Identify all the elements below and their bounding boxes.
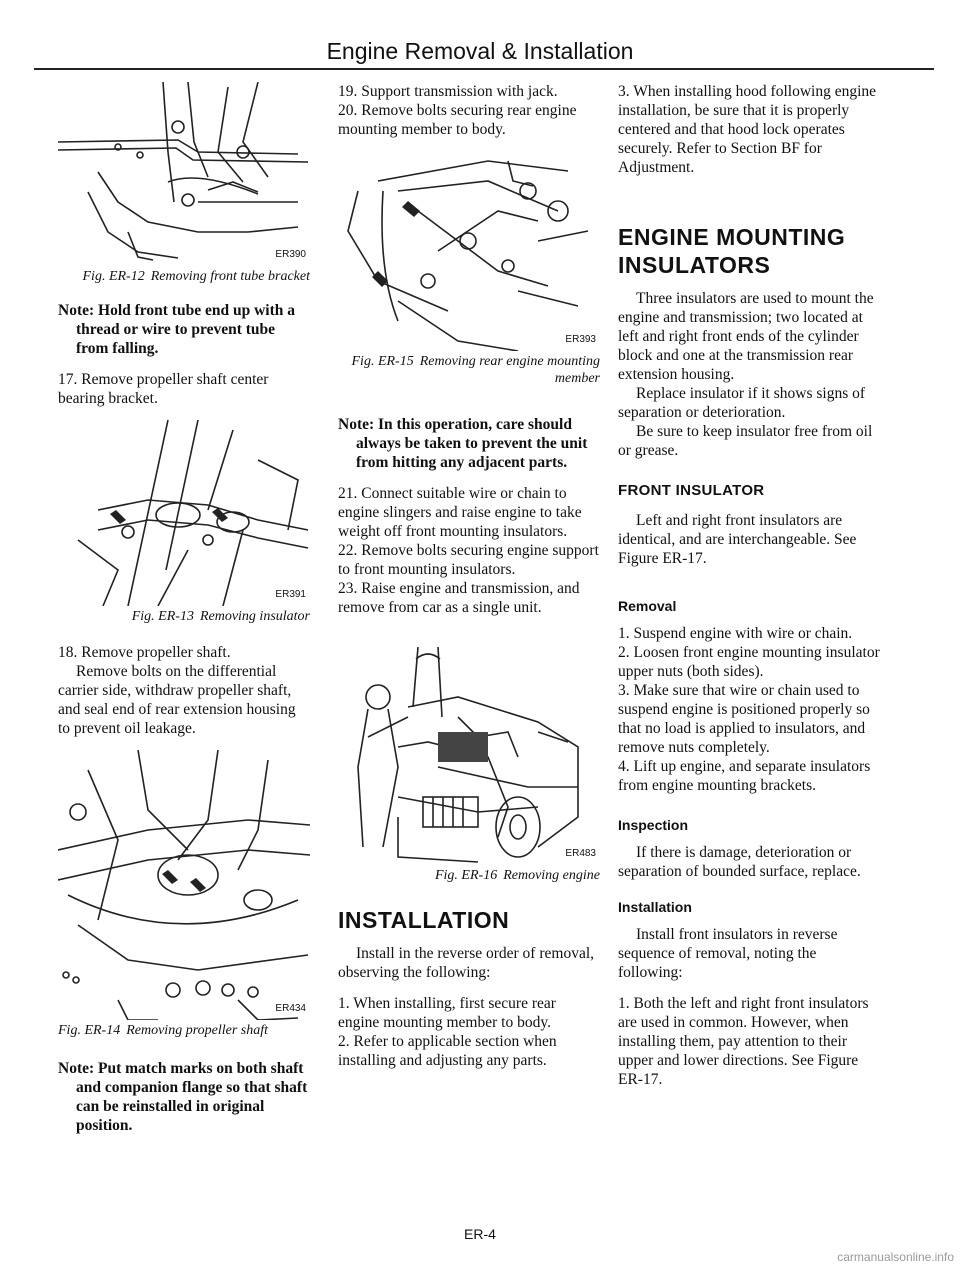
figure-title: Removing propeller shaft bbox=[126, 1023, 269, 1038]
subheading-inspection: Inspection bbox=[618, 817, 689, 833]
header-rule bbox=[34, 68, 934, 70]
figure-caption bbox=[338, 353, 600, 387]
subheading-installation: Installation bbox=[618, 899, 692, 915]
inspection-paragraph: If there is damage, deterioration or separation of bounded surface, replace. bbox=[618, 844, 861, 880]
column-1 bbox=[58, 82, 310, 1147]
figure-er13 bbox=[58, 420, 310, 606]
note-paragraph: Note: Put match marks on both shaft and companion flange so that shaft can be reinstalled in original position. bbox=[58, 1060, 308, 1134]
page-header: Engine Removal & Installation bbox=[326, 38, 634, 64]
install-step-3: 3. When installing hood following engine installation, be sure that it is properly centered and that hood lock operates securely. Refer to Section BF for Adjustment. bbox=[618, 83, 877, 176]
install-step-1: 1. When installing, first secure rear engine mounting member to body. bbox=[338, 995, 556, 1031]
figure-er14 bbox=[58, 750, 310, 1020]
figure-number: Fig. ER-16 bbox=[434, 868, 498, 883]
installation-step-1: 1. Both the left and right front insulators are used in common. However, when installing them, pay attention to their upper and lower directions. See Figure ER-17. bbox=[618, 995, 869, 1088]
installation-paragraph: Install front insulators in reverse sequence of removal, noting the following: bbox=[618, 926, 838, 981]
removal-step-3: 3. Make sure that wire or chain used to suspend engine is positioned properly so that no load is applied to insulators, and remove nuts completely. bbox=[618, 682, 870, 756]
figure-title: Removing rear engine mounting member bbox=[419, 354, 600, 386]
page-number: ER-4 bbox=[464, 1226, 496, 1242]
step-17: 17. Remove propeller shaft center bearing bracket. bbox=[58, 371, 269, 407]
mounting-paragraph-2: Replace insulator if it shows signs of separation or deterioration. bbox=[618, 385, 866, 421]
figure-caption bbox=[58, 268, 310, 285]
figure-title: Removing insulator bbox=[199, 609, 310, 624]
section-heading-engine-mounting-insulators: ENGINE MOUNTING INSULATORS bbox=[618, 224, 846, 278]
figure-code: ER434 bbox=[275, 1003, 306, 1014]
step-19: 19. Support transmission with jack. bbox=[338, 83, 558, 100]
figure-caption bbox=[58, 1022, 310, 1039]
figure-code: ER483 bbox=[565, 848, 596, 859]
removal-step-1: 1. Suspend engine with wire or chain. bbox=[618, 625, 853, 642]
mounting-paragraph-1: Three insulators are used to mount the engine and transmission; two located at left and right front ends of the cylinder block and one at the transmission rear extension housing. bbox=[618, 290, 874, 383]
figure-number: Fig. ER-13 bbox=[131, 609, 194, 624]
figure-caption bbox=[338, 867, 600, 884]
figure-er15 bbox=[338, 151, 600, 351]
removal-step-2: 2. Loosen front engine mounting insulator upper nuts (both sides). bbox=[618, 644, 880, 680]
figure-title: Removing engine bbox=[503, 868, 600, 883]
front-insulator-paragraph: Left and right front insulators are identical, and are interchangeable. See Figure ER-17. bbox=[618, 512, 857, 567]
figure-er16 bbox=[338, 647, 600, 865]
removal-step-4: 4. Lift up engine, and separate insulators from engine mounting brackets. bbox=[618, 758, 871, 794]
engine-removal-illustration bbox=[338, 647, 600, 865]
figure-code: ER390 bbox=[275, 249, 306, 260]
note-paragraph: Note: In this operation, care should always be taken to prevent the unit from hitting any adjacent parts. bbox=[338, 416, 588, 471]
mounting-paragraph-3: Be sure to keep insulator free from oil or grease. bbox=[618, 423, 873, 459]
step-20: 20. Remove bolts securing rear engine mounting member to body. bbox=[338, 102, 577, 138]
step-23: 23. Raise engine and transmission, and remove from car as a single unit. bbox=[338, 580, 580, 616]
watermark: carmanualsonline.info bbox=[837, 1250, 954, 1264]
step-18: 18. Remove propeller shaft. bbox=[58, 644, 231, 661]
note-paragraph: Note: Hold front tube end up with a thread or wire to prevent tube from falling. bbox=[58, 302, 295, 357]
subsection-heading-front-insulator: FRONT INSULATOR bbox=[618, 482, 765, 499]
figure-code: ER393 bbox=[565, 334, 596, 345]
step-22: 22. Remove bolts securing engine support to front mounting insulators. bbox=[338, 542, 599, 578]
propeller-shaft-removal-illustration bbox=[58, 750, 310, 1020]
front-tube-bracket-illustration bbox=[58, 82, 310, 266]
step-18-detail: Remove bolts on the differential carrier side, withdraw propeller shaft, and seal end of rear extension housing to prevent oil leakage. bbox=[58, 663, 296, 737]
section-heading-installation: INSTALLATION bbox=[338, 907, 510, 933]
figure-code: ER391 bbox=[275, 589, 306, 600]
column-2 bbox=[338, 82, 600, 1082]
install-step-2: 2. Refer to applicable section when installing and adjusting any parts. bbox=[338, 1033, 557, 1069]
subheading-removal: Removal bbox=[618, 598, 677, 614]
figure-caption bbox=[58, 608, 310, 625]
figure-number: Fig. ER-15 bbox=[351, 354, 414, 369]
figure-title: Removing front tube bracket bbox=[150, 269, 310, 284]
rear-mounting-member-illustration bbox=[338, 151, 600, 351]
figure-er12 bbox=[58, 82, 310, 266]
figure-number: Fig. ER-14 bbox=[58, 1023, 121, 1038]
figure-number: Fig. ER-12 bbox=[82, 269, 145, 284]
insulator-removal-illustration bbox=[58, 420, 310, 606]
step-21: 21. Connect suitable wire or chain to engine slingers and raise engine to take weight off front mounting insulators. bbox=[338, 485, 582, 540]
install-intro: Install in the reverse order of removal, observing the following: bbox=[338, 945, 595, 981]
column-3 bbox=[618, 82, 880, 1101]
